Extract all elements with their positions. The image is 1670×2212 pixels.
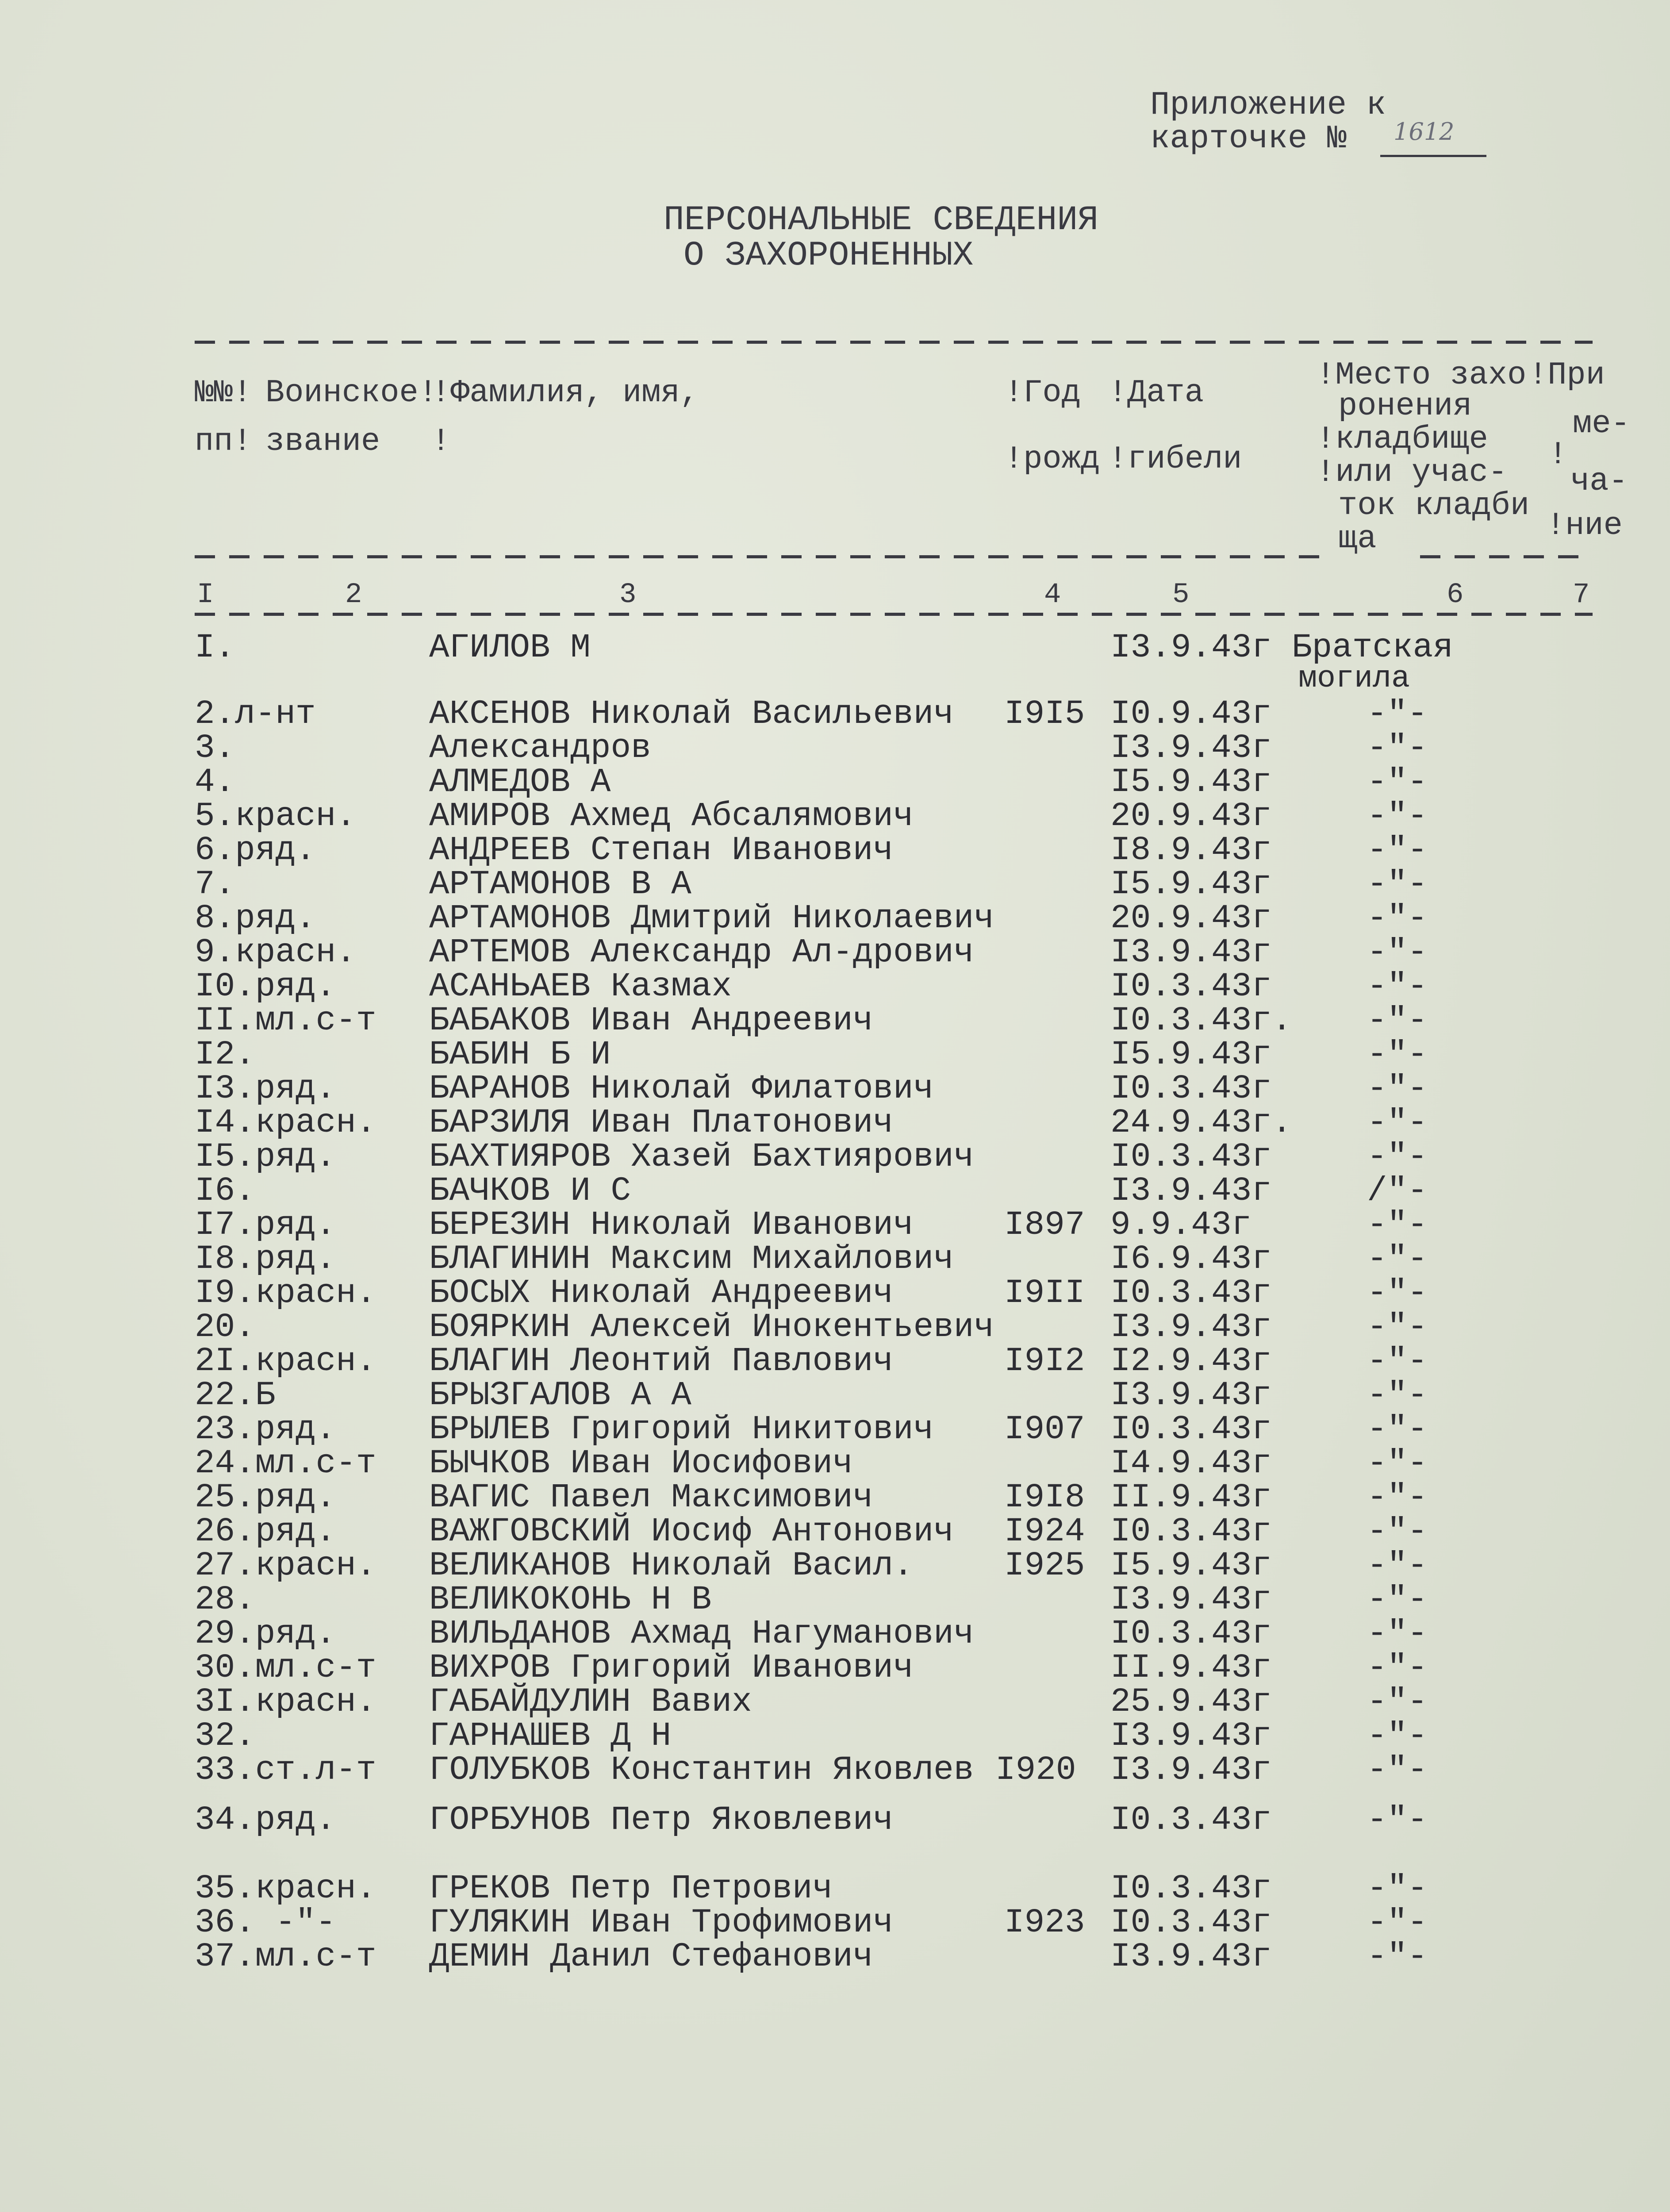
row-burial-place: -"- (1367, 1479, 1428, 1517)
header-col5-line1: !Дата (1108, 375, 1204, 411)
row-burial-place: -"- (1367, 1138, 1428, 1176)
title-line-2: О ЗАХОРОНЕННЫХ (683, 236, 974, 275)
row-number-rank: 3I.красн. (195, 1683, 376, 1721)
row-name: АСАНЬАЕВ Казмах (429, 968, 732, 1006)
row-burial-place: -"- (1367, 1615, 1428, 1653)
row-death-date: I0.3.43г (1110, 968, 1272, 1006)
row-number-rank: I. (195, 629, 235, 667)
row-name: ВИХРОВ Григорий Иванович (429, 1649, 914, 1687)
row-name: ГАРНАШЕВ Д Н (429, 1717, 672, 1755)
row-burial-place: -"- (1367, 1104, 1428, 1142)
table-row (0, 833, 1670, 868)
table-row (0, 1412, 1670, 1447)
row-death-date: I3.9.43г (1110, 1308, 1272, 1346)
header-col7-line5: !ние (1546, 507, 1623, 544)
row-name: ГОРБУНОВ Петр Яковлевич (429, 1801, 893, 1839)
row-number-rank: I5.ряд. (195, 1138, 336, 1176)
row-burial-place: -"- (1367, 1308, 1428, 1346)
row-death-date: I0.3.43г (1110, 1615, 1272, 1653)
row-name: АКСЕНОВ Николай Васильевич (429, 695, 954, 733)
row-birth-year: I897 (1004, 1206, 1085, 1244)
row-burial-place: -"- (1367, 763, 1428, 801)
row-birth-year: I924 (1004, 1513, 1085, 1551)
row-burial-place: -"- (1367, 1513, 1428, 1551)
row-death-date: I5.9.43г (1110, 865, 1272, 903)
header-col2-line2: звание (265, 423, 380, 460)
row-burial-place: Братская (1292, 629, 1453, 667)
card-number-handwritten: 1612 (1394, 118, 1455, 146)
table-row (0, 1003, 1670, 1038)
row-name: АРТАМОНОВ В А (429, 865, 691, 903)
row-burial-place-line2: могила (1298, 661, 1410, 696)
row-burial-place: -"- (1367, 1870, 1428, 1908)
row-name: ВИЛЬДАНОВ Ахмад Нагуманович (429, 1615, 974, 1653)
row-name: БАХТИЯРОВ Хазей Бахтиярович (429, 1138, 974, 1176)
row-burial-place: -"- (1367, 729, 1428, 767)
table-row (0, 765, 1670, 799)
header-col4-line1: !Год (1004, 375, 1081, 411)
row-name: АНДРЕЕВ Степан Иванович (429, 831, 893, 869)
table-row (0, 1651, 1670, 1685)
row-name: ДЕМИН Данил Стефанович (429, 1938, 873, 1976)
row-burial-place: -"- (1367, 1002, 1428, 1040)
row-death-date: I0.3.43г (1110, 1513, 1272, 1551)
row-death-date: I3.9.43г (1110, 1581, 1272, 1619)
table-row (0, 1617, 1670, 1651)
row-death-date: I0.3.43г (1110, 1138, 1272, 1176)
row-number-rank: 33.ст.л-т (195, 1751, 376, 1789)
row-burial-place: -"- (1367, 1410, 1428, 1448)
row-name: БРЫЛЕВ Григорий Никитович (429, 1410, 934, 1448)
row-death-date: I0.3.43г. (1110, 1002, 1292, 1040)
row-birth-year: I9I2 (1004, 1342, 1085, 1380)
column-number-5: 5 (1172, 579, 1190, 611)
row-number-rank: 24.мл.с-т (195, 1444, 376, 1482)
row-number-rank: 4. (195, 763, 235, 801)
row-number-rank: I6. (195, 1172, 255, 1210)
row-burial-place: -"- (1367, 1581, 1428, 1619)
title-line-1: ПЕРСОНАЛЬНЫЕ СВЕДЕНИЯ (664, 201, 1098, 240)
dashed-rule-bottom (195, 613, 1593, 616)
row-number-rank: 26.ряд. (195, 1513, 336, 1551)
row-number-rank: I9.красн. (195, 1274, 376, 1312)
table-row (0, 1071, 1670, 1106)
row-death-date: I3.9.43г (1110, 1751, 1272, 1789)
column-number-2: 2 (345, 579, 362, 611)
dashed-rule-mid-right (1420, 555, 1593, 558)
header-col7-line3: ! (1548, 437, 1568, 473)
row-name: ВАЖГОВСКИЙ Иосиф Антонович (429, 1513, 954, 1551)
table-row (0, 697, 1670, 731)
row-death-date: 25.9.43г (1110, 1683, 1272, 1721)
row-number-rank: I3.ряд. (195, 1070, 336, 1108)
row-number-rank: 27.красн. (195, 1547, 376, 1585)
row-death-date: II.9.43г (1110, 1479, 1272, 1517)
row-death-date: I3.9.43г (1110, 1938, 1272, 1976)
header-col6-line2: ронения (1338, 388, 1472, 424)
row-number-rank: 32. (195, 1717, 255, 1755)
row-number-rank: I7.ряд. (195, 1206, 336, 1244)
row-name: БАРАНОВ Николай Филатович (429, 1070, 934, 1108)
table-row (0, 1310, 1670, 1344)
row-number-rank: II.мл.с-т (195, 1002, 376, 1040)
table-row (0, 1140, 1670, 1174)
row-burial-place: -"- (1367, 865, 1428, 903)
row-death-date: 9.9.43г (1110, 1206, 1252, 1244)
row-number-rank: 20. (195, 1308, 255, 1346)
row-burial-place: -"- (1367, 797, 1428, 835)
appendix-line-1: Приложение к (1150, 87, 1386, 124)
row-number-rank: 37.мл.с-т (195, 1938, 376, 1976)
row-death-date: I3.9.43г (1110, 729, 1272, 767)
row-burial-place: -"- (1367, 899, 1428, 937)
header-col6-line3: !кладбище (1316, 421, 1488, 457)
row-name: БАРЗИЛЯ Иван Платонович (429, 1104, 893, 1142)
row-death-date: I0.3.43г (1110, 1070, 1272, 1108)
dashed-rule-mid (195, 555, 1327, 558)
row-burial-place: -"- (1367, 695, 1428, 733)
row-death-date: I0.3.43г (1110, 1410, 1272, 1448)
table-row (0, 1344, 1670, 1379)
table-row (0, 1276, 1670, 1310)
table-row (0, 1685, 1670, 1719)
row-name: АМИРОВ Ахмед Абсалямович (429, 797, 914, 835)
row-name: АРТЕМОВ Александр Ал-дрович (429, 933, 974, 972)
row-name: БАЧКОВ И С (429, 1172, 631, 1210)
header-col1-line2: пп! (195, 423, 252, 460)
table-row (0, 1208, 1670, 1242)
row-death-date: 24.9.43г. (1110, 1104, 1292, 1142)
row-number-rank: 7. (195, 865, 235, 903)
row-death-date: I0.3.43г (1110, 1870, 1272, 1908)
row-name: ГУЛЯКИН Иван Трофимович (429, 1904, 893, 1942)
row-number-rank: I2. (195, 1036, 255, 1074)
table-row (0, 1905, 1670, 1940)
row-name: БЛАГИН Леонтий Павлович (429, 1342, 893, 1380)
row-death-date: 20.9.43г (1110, 899, 1272, 937)
row-name: АРТАМОНОВ Дмитрий Николаевич (429, 899, 994, 937)
row-number-rank: 30.мл.с-т (195, 1649, 376, 1687)
row-number-rank: 35.красн. (195, 1870, 376, 1908)
row-name: Александров (429, 729, 651, 767)
row-birth-year: I925 (1004, 1547, 1085, 1585)
dashed-rule-top (195, 341, 1593, 344)
table-row (0, 1719, 1670, 1753)
row-burial-place: -"- (1367, 968, 1428, 1006)
row-death-date: I0.9.43г (1110, 695, 1272, 733)
column-number-6: 6 (1447, 579, 1464, 611)
table-row (0, 867, 1670, 902)
card-number-underline (1380, 155, 1486, 157)
table-row (0, 1174, 1670, 1208)
row-burial-place: -"- (1367, 1938, 1428, 1976)
table-row (0, 1037, 1670, 1072)
header-col6-line6: ща (1338, 521, 1377, 557)
row-death-date: I2.9.43г (1110, 1342, 1272, 1380)
row-name: ГАБАЙДУЛИН Вавих (429, 1683, 752, 1721)
table-row (0, 1514, 1670, 1549)
column-number-4: 4 (1044, 579, 1061, 611)
row-name: БЕРЕЗИН Николай Иванович (429, 1206, 914, 1244)
row-death-date: I3.9.43г (1110, 933, 1272, 972)
row-burial-place: -"- (1367, 1342, 1428, 1380)
row-number-rank: 29.ряд. (195, 1615, 336, 1653)
row-burial-place: -"- (1367, 1206, 1428, 1244)
table-row (0, 731, 1670, 765)
row-name: АГИЛОВ М (429, 629, 591, 667)
table-row (0, 1753, 1670, 1787)
row-number-rank: 3. (195, 729, 235, 767)
row-death-date: II.9.43г (1110, 1649, 1272, 1687)
table-row (0, 1242, 1670, 1276)
row-birth-year: I9II (1004, 1274, 1085, 1312)
header-col5-line2: !гибели (1108, 441, 1242, 477)
row-death-date: 20.9.43г (1110, 797, 1272, 835)
row-death-date: I3.9.43г (1110, 1172, 1272, 1210)
header-col3-line2: ! (431, 423, 451, 460)
row-burial-place: -"- (1367, 1904, 1428, 1942)
row-name: БАБИН Б И (429, 1036, 611, 1074)
row-name: БОСЫХ Николай Андреевич (429, 1274, 893, 1312)
row-number-rank: 36. -"- (195, 1904, 336, 1942)
row-burial-place: -"- (1367, 1274, 1428, 1312)
header-col7-line2: ме- (1573, 406, 1630, 442)
header-col7-line1: !При (1528, 357, 1605, 393)
row-birth-year: I9I5 (1004, 695, 1085, 733)
row-number-rank: 34.ряд. (195, 1801, 336, 1839)
table-row (0, 1582, 1670, 1617)
header-col2-line1: Воинское! (265, 375, 438, 411)
row-name: БЫЧКОВ Иван Иосифович (429, 1444, 853, 1482)
row-name: БРЫЗГАЛОВ А А (429, 1376, 691, 1414)
header-col4-line2: !рожд (1004, 441, 1100, 477)
row-death-date: I3.9.43г (1110, 629, 1272, 667)
table-row (0, 1939, 1670, 1974)
row-death-date: I0.3.43г (1110, 1274, 1272, 1312)
row-death-date: I3.9.43г (1110, 1376, 1272, 1414)
row-name: ВАГИС Павел Максимович (429, 1479, 873, 1517)
row-name: БАБАКОВ Иван Андреевич (429, 1002, 873, 1040)
row-burial-place: -"- (1367, 1547, 1428, 1585)
row-death-date: I5.9.43г (1110, 1036, 1272, 1074)
row-burial-place: -"- (1367, 1683, 1428, 1721)
row-burial-place: -"- (1367, 1070, 1428, 1108)
row-name: ГОЛУБКОВ Константин Яковлев (429, 1751, 974, 1789)
row-burial-place: -"- (1367, 1376, 1428, 1414)
row-name: ГРЕКОВ Петр Петрович (429, 1870, 833, 1908)
header-col1-line1: №№! (195, 375, 252, 411)
row-name: БОЯРКИН Алексей Инокентьевич (429, 1308, 994, 1346)
row-burial-place: -"- (1367, 1036, 1428, 1074)
row-number-rank: 8.ряд. (195, 899, 316, 937)
row-number-rank: 22.Б (195, 1376, 276, 1414)
table-row (0, 935, 1670, 970)
table-row (0, 969, 1670, 1004)
row-number-rank: 6.ряд. (195, 831, 316, 869)
row-number-rank: 25.ряд. (195, 1479, 336, 1517)
row-burial-place: -"- (1367, 933, 1428, 972)
row-burial-place: -"- (1367, 1801, 1428, 1839)
row-number-rank: 2.л-нт (195, 695, 316, 733)
header-col6-line1: !Место захо (1316, 357, 1527, 393)
header-col7-line4: ча- (1570, 463, 1628, 499)
row-number-rank: I8.ряд. (195, 1240, 336, 1278)
row-burial-place: -"- (1367, 1444, 1428, 1482)
appendix-line-2: карточке № (1150, 120, 1347, 157)
table-row (0, 1803, 1670, 1837)
row-birth-year: I9I8 (1004, 1479, 1085, 1517)
table-row (0, 1446, 1670, 1481)
row-name: ВЕЛИКАНОВ Николай Васил. (429, 1547, 914, 1585)
row-burial-place: -"- (1367, 1717, 1428, 1755)
table-row (0, 799, 1670, 833)
row-burial-place: /"- (1367, 1172, 1428, 1210)
row-number-rank: 9.красн. (195, 933, 356, 972)
row-birth-year: I920 (995, 1751, 1076, 1789)
row-number-rank: 23.ряд. (195, 1410, 336, 1448)
row-number-rank: I4.красн. (195, 1104, 376, 1142)
row-death-date: I0.3.43г (1110, 1801, 1272, 1839)
table-row (0, 1480, 1670, 1515)
table-row (0, 630, 1670, 665)
row-burial-place: -"- (1367, 1751, 1428, 1789)
header-col6-line4: !или учас- (1316, 454, 1508, 491)
table-row (0, 1548, 1670, 1583)
table-row (0, 1871, 1670, 1906)
row-number-rank: 2I.красн. (195, 1342, 376, 1380)
table-row (0, 1378, 1670, 1413)
column-number-3: 3 (619, 579, 637, 611)
row-burial-place: -"- (1367, 1240, 1428, 1278)
row-name: АЛМЕДОВ А (429, 763, 611, 801)
table-row-continuation (0, 661, 1670, 696)
row-death-date: I4.9.43г (1110, 1444, 1272, 1482)
row-death-date: I3.9.43г (1110, 1717, 1272, 1755)
column-number-7: 7 (1573, 579, 1590, 611)
table-row (0, 901, 1670, 936)
header-col3-line1: !Фамилия, имя, (431, 375, 699, 411)
row-death-date: I5.9.43г (1110, 763, 1272, 801)
header-col6-line5: ток кладби (1338, 488, 1530, 524)
row-number-rank: 5.красн. (195, 797, 356, 835)
column-number-1: I (197, 579, 214, 611)
row-number-rank: 28. (195, 1581, 255, 1619)
row-birth-year: I923 (1004, 1904, 1085, 1942)
row-death-date: I6.9.43г (1110, 1240, 1272, 1278)
row-number-rank: I0.ряд. (195, 968, 336, 1006)
row-burial-place: -"- (1367, 831, 1428, 869)
row-name: ВЕЛИКОКОНЬ Н В (429, 1581, 712, 1619)
row-name: БЛАГИНИН Максим Михайлович (429, 1240, 954, 1278)
row-death-date: I0.3.43г (1110, 1904, 1272, 1942)
table-row (0, 1106, 1670, 1140)
row-birth-year: I907 (1004, 1410, 1085, 1448)
row-death-date: I5.9.43г (1110, 1547, 1272, 1585)
row-death-date: I8.9.43г (1110, 831, 1272, 869)
row-burial-place: -"- (1367, 1649, 1428, 1687)
